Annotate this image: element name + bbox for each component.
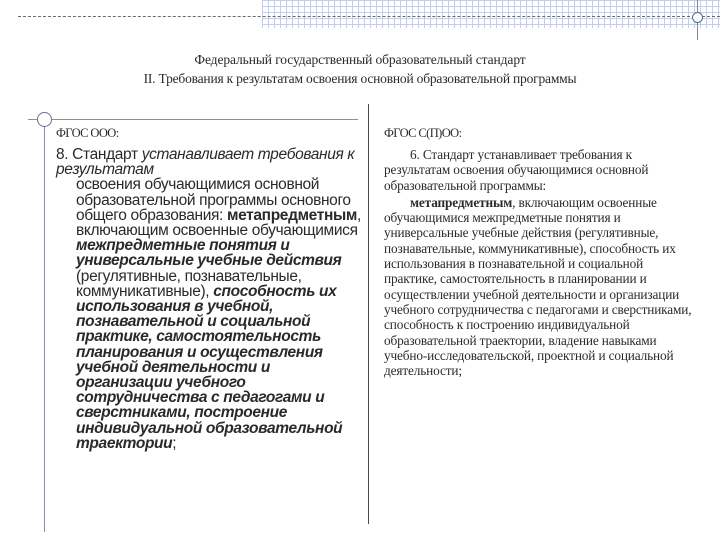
- header-circle-ornament: [692, 12, 703, 23]
- bullet-circle-ornament: [37, 112, 52, 127]
- left-meta-label: метапредметным: [226, 206, 358, 224]
- header-divider: [18, 16, 720, 17]
- left-number: 8. Стандарт: [56, 146, 138, 163]
- left-vertical-rule: [44, 112, 45, 532]
- left-regular-2: (регулятивные, познавательные, коммуникативные),: [76, 267, 302, 300]
- right-paragraph-2: [384, 195, 692, 379]
- right-meta-label: метапредметным: [410, 194, 513, 210]
- left-meta-after: , включающим освоенные обучающимися: [76, 206, 361, 240]
- right-heading: ФГОС С(П)ОО:: [384, 126, 462, 140]
- left-bold-italic-1: межпредметные понятия и универсальные учебные действия: [76, 237, 342, 270]
- left-column: [56, 126, 362, 451]
- left-lead-italic: устанавливает требования к результатам: [56, 146, 355, 179]
- left-horizontal-rule: [28, 119, 358, 120]
- right-column: [384, 126, 692, 378]
- header-grid-decoration: [262, 0, 720, 28]
- left-ending: ;: [172, 434, 177, 452]
- right-paragraph-2-rest: , включающим освоенные обучающимися межпредметные понятия и универсальные учебные действия (регулятивные, познавательные, коммуникативные), способность их использования в познавательной и социальной практике, самостоятельность в планировании и осуществлении учебной деятельности и организации учебного сотрудничества с педагогами и сверстниками, способность к построению индивидуальной образовательной траектории, владение навыками учебно-исследовательской, проектной и социальной деятельности;: [384, 194, 692, 379]
- left-heading: ФГОС ООО:: [56, 126, 119, 140]
- page-subtitle: II. Требования к результатам освоения основной образовательной программы: [143, 71, 577, 86]
- left-body: [56, 147, 362, 451]
- page-title: Федеральный государственный образовательный стандарт: [194, 52, 526, 67]
- left-intro-rest: освоения обучающимися основной образовательной программы основного общего образования:: [76, 176, 351, 224]
- column-divider: [368, 104, 369, 524]
- right-body: [384, 147, 692, 378]
- right-paragraph-1: 6. Стандарт устанавливает требования к результатам освоения обучающимися основной образовательной программы:: [384, 147, 649, 193]
- left-bold-italic-2: способность их использования в учебной, познавательной и социальной практике, самостоятельность планирования и осуществления учебной деятельности и организации учебного сотрудничества с педагогами и сверстниками, построение индивидуальной образовательной траектории: [76, 282, 343, 452]
- left-indented-block: [56, 177, 362, 451]
